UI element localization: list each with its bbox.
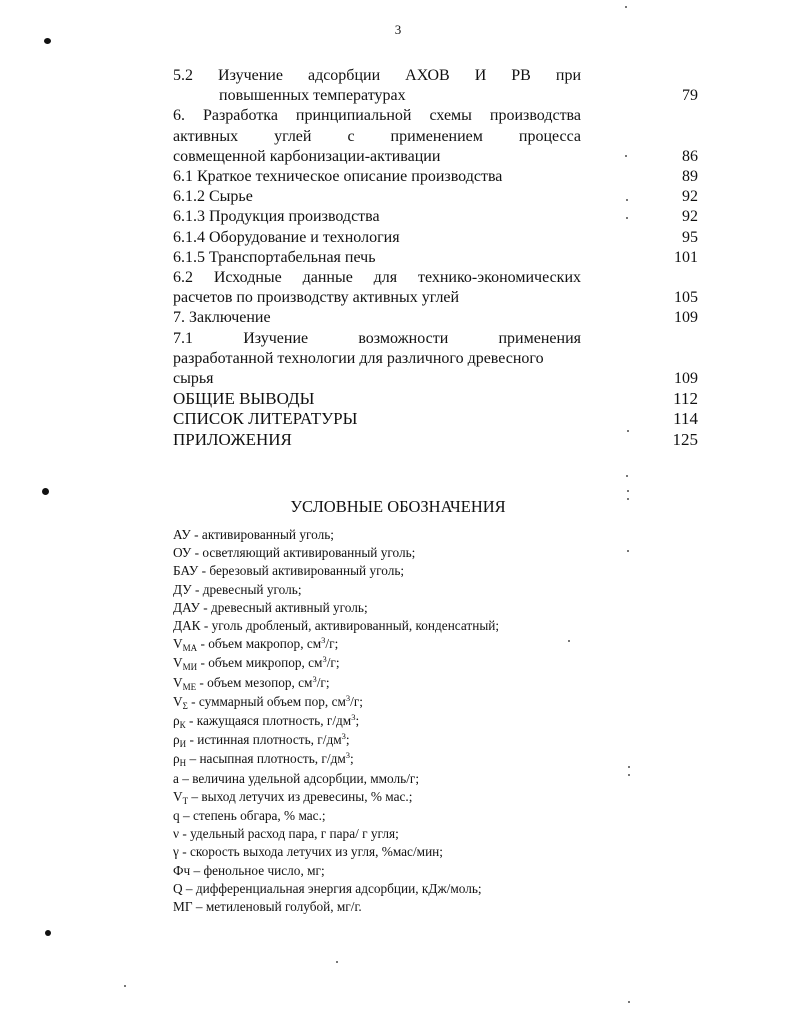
abbreviation-item — [173, 654, 593, 673]
abbreviation-symbol: АУ — [173, 527, 191, 542]
toc-entry-line: 5.2 Изучение адсорбции АХОВ И РВ при — [173, 67, 581, 84]
toc-page-number: 92 — [682, 208, 698, 226]
abbreviation-item — [173, 898, 593, 916]
scan-dot — [627, 430, 629, 432]
toc-page-number: 112 — [673, 389, 698, 409]
abbreviation-item — [173, 807, 593, 825]
abbreviation-tail: /г; — [350, 693, 363, 709]
scan-dot — [628, 1001, 630, 1003]
toc-entry — [173, 187, 698, 207]
abbreviation-superscript: 3 — [322, 654, 327, 665]
abbreviation-superscript: 3 — [345, 750, 350, 761]
toc-page-number: 92 — [682, 188, 698, 206]
abbreviations-title: УСЛОВНЫЕ ОБОЗНАЧЕНИЯ — [290, 497, 506, 516]
abbreviation-symbol: γ — [173, 844, 179, 860]
scan-dot — [625, 6, 627, 8]
scan-speck — [45, 930, 51, 936]
abbreviation-item — [173, 544, 593, 562]
abbreviation-superscript: 3 — [351, 712, 356, 723]
scan-dot — [627, 498, 629, 500]
toc-entry-line: 7.1 Изучение возможности применения — [173, 329, 581, 347]
abbreviation-item — [173, 562, 593, 580]
abbreviation-symbol: БАУ — [173, 563, 199, 579]
abbreviation-subscript: Т — [182, 795, 189, 806]
abbreviation-item — [173, 617, 593, 635]
abbreviation-definition: - кажущаяся плотность, г/дм — [185, 713, 352, 729]
abbreviation-definition: - березовый активированный уголь; — [198, 563, 405, 579]
abbreviation-definition: - истинная плотность, г/дм — [186, 732, 342, 748]
scan-dot — [124, 985, 126, 987]
scan-dot — [626, 217, 628, 219]
abbreviation-definition: - суммарный объем пор, см — [187, 693, 346, 709]
toc-entry-line: 6.2 Исходные данные для технико-экономических — [173, 269, 581, 287]
abbreviation-definition: – выход летучих из древесины, % мас.; — [188, 788, 413, 804]
abbreviation-item — [173, 880, 593, 898]
abbreviation-symbol: q — [173, 808, 180, 824]
abbreviation-item — [173, 843, 593, 861]
abbreviation-definition: – метиленовый голубой, мг/г. — [192, 899, 362, 915]
toc-entry-line: 7. Заключение — [173, 309, 271, 327]
abbreviation-symbol: ДАУ — [173, 599, 200, 615]
abbreviation-definition: - удельный расход пара, г пара/ г угля; — [179, 826, 399, 842]
toc-entry-line: 6.1.4 Оборудование и технология — [173, 228, 400, 246]
abbreviation-superscript: 3 — [312, 673, 317, 684]
abbreviation-symbol: V — [173, 674, 183, 690]
abbreviation-symbol: МГ — [173, 899, 193, 915]
abbreviation-symbol: ρ — [173, 732, 180, 748]
abbreviation-definition: – величина удельной адсорбции, ммоль/г; — [178, 770, 420, 786]
abbreviation-tail: ; — [350, 751, 354, 767]
abbreviation-definition: – фенольное число, мг; — [190, 862, 325, 878]
toc-page-number: 109 — [674, 370, 698, 388]
toc-entry-line: сырья — [173, 370, 214, 388]
toc-entry — [173, 329, 698, 390]
scan-dot — [336, 961, 338, 963]
scan-dot — [628, 774, 630, 776]
toc-entry — [173, 167, 698, 187]
page-number: 3 — [394, 22, 402, 37]
toc-entry — [173, 207, 698, 227]
abbreviation-symbol: V — [173, 693, 183, 709]
toc-page-number: 114 — [673, 409, 698, 429]
abbreviation-tail: /г; — [325, 636, 339, 652]
abbreviation-symbol: V — [173, 788, 183, 804]
toc-entry-line: ОБЩИЕ ВЫВОДЫ — [173, 389, 315, 409]
toc-entry-line: активных углей с применением процесса — [173, 127, 581, 145]
toc-entry-line: 6.1 Краткое техническое описание производства — [173, 168, 503, 186]
toc-page-number: 105 — [674, 289, 698, 307]
abbreviation-superscript: 3 — [345, 692, 351, 703]
scan-dot — [626, 475, 628, 477]
toc-entry-line: расчетов по производству активных углей — [173, 289, 460, 307]
abbreviation-definition: - осветляющий активированный уголь; — [191, 545, 416, 561]
abbreviation-symbol: V — [173, 655, 183, 671]
abbreviation-item — [173, 693, 593, 712]
scan-speck — [44, 38, 51, 44]
toc-page-number: 95 — [682, 228, 698, 246]
abbreviation-symbol: ν — [173, 826, 180, 842]
abbreviation-definition: - уголь дробленый, активированный, конденсатный; — [200, 618, 500, 634]
toc-entry-line: разработанной технологии для различного древесного — [173, 349, 544, 367]
toc-entry — [173, 268, 698, 308]
toc-entry-line: 6.1.3 Продукция производства — [173, 208, 380, 226]
abbreviation-item — [173, 712, 593, 731]
abbreviation-item — [173, 526, 593, 544]
abbreviation-symbol: ρ — [173, 713, 180, 729]
toc-entry — [173, 409, 698, 429]
abbreviation-subscript: И — [179, 739, 187, 750]
abbreviation-subscript: Н — [179, 758, 187, 769]
abbreviation-symbol: Q — [173, 880, 183, 896]
toc-entry-line: ПРИЛОЖЕНИЯ — [173, 429, 292, 449]
abbreviation-tail: ; — [345, 732, 350, 748]
abbreviation-superscript: 3 — [341, 731, 346, 742]
abbreviation-subscript: К — [179, 720, 186, 731]
abbreviation-item — [173, 635, 593, 654]
abbreviation-symbol: ОУ — [173, 545, 192, 561]
toc-page-number: 101 — [674, 248, 698, 266]
abbreviation-item — [173, 674, 593, 693]
abbreviation-subscript: МА — [182, 643, 198, 654]
abbreviation-definition: – степень обгара, % мас.; — [179, 808, 326, 824]
toc-entry — [173, 430, 698, 450]
table-of-contents — [173, 66, 698, 450]
abbreviation-item — [173, 788, 593, 807]
toc-entry — [173, 308, 698, 328]
toc-entry — [173, 66, 698, 106]
toc-page-number: 86 — [682, 147, 698, 165]
abbreviation-symbol: Фч — [173, 862, 191, 878]
scan-dot — [627, 550, 629, 552]
abbreviations-list — [173, 526, 593, 916]
abbreviation-item — [173, 770, 593, 788]
toc-page-number: 125 — [672, 429, 698, 449]
abbreviation-subscript: Σ — [182, 700, 188, 711]
abbreviation-definition: - древесный активный уголь; — [199, 599, 368, 615]
abbreviation-item — [173, 750, 593, 769]
abbreviation-definition: – дифференциальная энергия адсорбции, кДж/моль; — [182, 880, 482, 896]
abbreviation-superscript: 3 — [321, 635, 326, 646]
abbreviation-definition: - скорость выхода летучих из угля, %мас/мин; — [178, 844, 443, 860]
toc-entry-line: 6. Разработка принципиальной схемы производства — [173, 107, 581, 125]
abbreviation-item — [173, 731, 593, 750]
toc-entry-line: повышенных температурах — [219, 87, 406, 105]
scan-dot — [625, 155, 627, 157]
scan-dot — [626, 199, 628, 201]
abbreviation-tail: ; — [355, 713, 360, 729]
toc-entry-line: СПИСОК ЛИТЕРАТУРЫ — [173, 409, 358, 429]
abbreviation-item — [173, 862, 593, 880]
scan-speck — [42, 488, 49, 495]
scan-dot — [627, 490, 629, 492]
toc-page-number: 89 — [682, 168, 698, 186]
abbreviation-definition: - объем микропор, см — [197, 655, 323, 671]
abbreviation-symbol: ДАК — [173, 618, 201, 634]
abbreviation-symbol: ДУ — [173, 581, 192, 597]
toc-page-number: 109 — [674, 309, 698, 327]
abbreviation-tail: /г; — [326, 655, 340, 671]
abbreviation-item — [173, 581, 593, 599]
abbreviation-definition: - активированный уголь; — [190, 527, 334, 542]
scan-dot — [628, 766, 630, 768]
abbreviation-definition: – насыпная плотность, г/дм — [186, 751, 346, 767]
abbreviation-item — [173, 825, 593, 843]
abbreviation-tail: /г; — [316, 674, 330, 690]
scan-dot — [568, 640, 570, 642]
abbreviation-definition: - древесный уголь; — [191, 581, 302, 597]
abbreviation-symbol: V — [173, 636, 183, 652]
abbreviation-definition: - объем макропор, см — [197, 636, 322, 652]
abbreviation-subscript: МИ — [182, 662, 198, 673]
abbreviation-subscript: МЕ — [182, 681, 197, 692]
abbreviation-definition: - объем мезопор, см — [196, 674, 313, 690]
toc-page-number: 79 — [682, 87, 698, 105]
abbreviation-symbol: а — [173, 770, 179, 786]
abbreviation-symbol: ρ — [173, 751, 180, 767]
toc-entry-line: совмещенной карбонизации-активации — [173, 147, 441, 165]
toc-entry-line: 6.1.2 Сырье — [173, 188, 253, 206]
toc-entry — [173, 389, 698, 409]
toc-entry — [173, 248, 698, 268]
toc-entry — [173, 106, 698, 167]
abbreviation-item — [173, 599, 593, 617]
toc-entry — [173, 228, 698, 248]
toc-entry-line: 6.1.5 Транспортабельная печь — [173, 248, 376, 266]
